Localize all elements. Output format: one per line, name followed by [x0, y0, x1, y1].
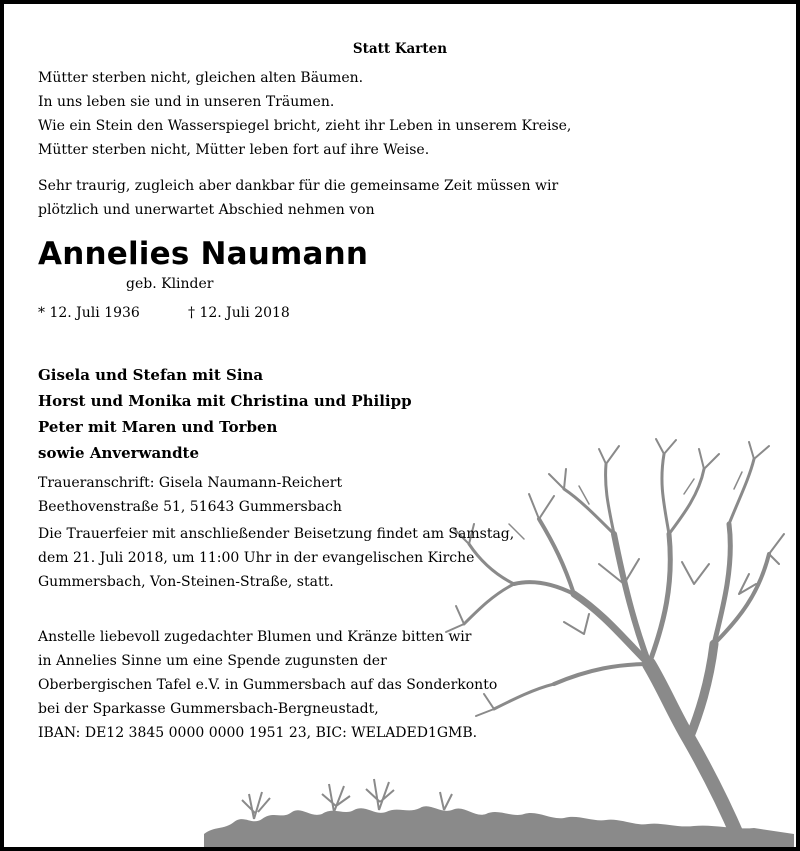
address-line: Beethovenstraße 51, 51643 Gummersbach — [38, 499, 342, 515]
intro-line: Sehr traurig, zugleich aber dankbar für die gemeinsame Zeit müssen wir — [38, 178, 559, 194]
donation-line: bei der Sparkasse Gummersbach-Bergneustadt, — [38, 701, 379, 717]
donation-line: Oberbergischen Tafel e.V. in Gummersbach auf das Sonderkonto — [38, 677, 498, 693]
family-list — [38, 362, 412, 466]
deceased-name: Annelies Naumann — [38, 236, 369, 272]
ceremony-line: Gummersbach, Von-Steinen-Straße, statt. — [38, 574, 334, 590]
family-line: Peter mit Maren und Torben — [38, 418, 278, 436]
family-line: Horst und Monika mit Christina und Philipp — [38, 392, 412, 410]
intro-line: plötzlich und unerwartet Abschied nehmen von — [38, 202, 375, 218]
donation-line: in Annelies Sinne um eine Spende zugunsten der — [38, 653, 387, 669]
mourning-address — [38, 471, 342, 519]
poem-line: Mütter sterben nicht, gleichen alten Bäumen. — [38, 70, 364, 86]
birth-date: * 12. Juli 1936 — [38, 305, 140, 321]
poem — [38, 66, 571, 162]
ceremony-info — [38, 522, 514, 594]
donation-line: IBAN: DE12 3845 0000 0000 1951 23, BIC: WELADED1GMB. — [38, 725, 478, 741]
maiden-name: geb. Klinder — [126, 276, 214, 292]
family-line: sowie Anverwandte — [38, 444, 200, 462]
family-line: Gisela und Stefan mit Sina — [38, 366, 264, 384]
poem-line: In uns leben sie und in unseren Träumen. — [38, 94, 335, 110]
death-date: † 12. Juli 2018 — [188, 305, 290, 321]
address-line: Traueranschrift: Gisela Naumann-Reichert — [38, 475, 343, 491]
header-statt-karten: Statt Karten — [352, 41, 448, 57]
ceremony-line: dem 21. Juli 2018, um 11:00 Uhr in der evangelischen Kirche — [38, 550, 475, 566]
donation-info — [38, 625, 497, 745]
ceremony-line: Die Trauerfeier mit anschließender Beisetzung findet am Samstag, — [38, 526, 515, 542]
intro-text — [38, 174, 558, 222]
donation-line: Anstelle liebevoll zugedachter Blumen und Kränze bitten wir — [38, 629, 472, 645]
poem-line: Wie ein Stein den Wasserspiegel bricht, zieht ihr Leben in unserem Kreise, — [38, 118, 572, 134]
poem-line: Mütter sterben nicht, Mütter leben fort auf ihre Weise. — [38, 142, 430, 158]
